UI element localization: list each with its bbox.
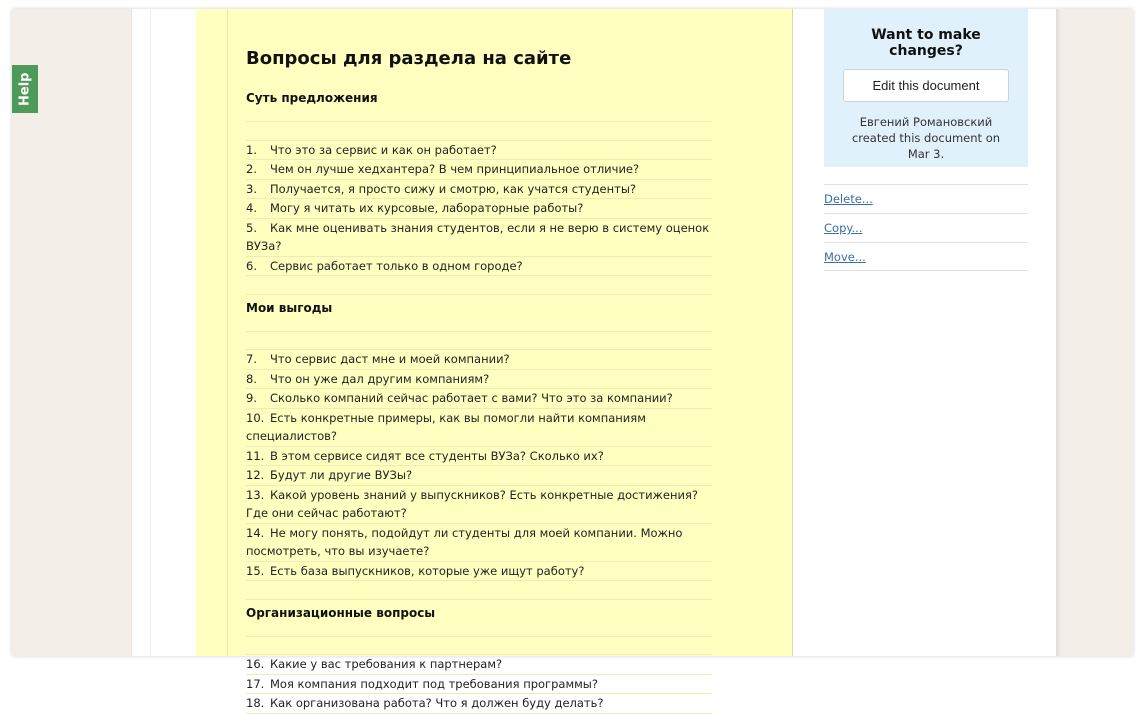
left-gutter xyxy=(131,9,168,656)
app-frame xyxy=(12,9,1133,710)
delete-link[interactable]: Delete... xyxy=(824,192,873,206)
question-item xyxy=(246,219,712,257)
question-text: Моя компания подходит под требования программы? xyxy=(270,676,598,691)
question-item xyxy=(246,447,712,467)
document-title: Вопросы для раздела на сайте xyxy=(246,48,572,69)
question-item xyxy=(246,257,712,277)
action-row-copy xyxy=(824,213,1028,242)
question-item xyxy=(246,160,712,180)
question-number: 1. xyxy=(246,142,257,157)
question-number: 2. xyxy=(246,162,257,176)
document-page xyxy=(196,9,793,710)
question-list xyxy=(246,350,712,581)
question-item xyxy=(246,350,712,370)
question-number: 14. xyxy=(246,525,265,540)
question-number: 8. xyxy=(246,371,257,386)
edit-callout xyxy=(824,9,1028,167)
blank-line xyxy=(246,276,712,295)
question-number: 3. xyxy=(246,181,257,196)
document-actions xyxy=(824,184,1028,271)
question-text: В этом сервисе сидят все студенты ВУЗа? Сколько их? xyxy=(270,448,604,463)
question-item xyxy=(246,562,712,582)
blank-line xyxy=(246,122,712,141)
question-number: 18. xyxy=(246,696,265,710)
question-item xyxy=(246,199,712,219)
move-link[interactable]: Move... xyxy=(824,249,866,264)
question-item xyxy=(246,655,712,675)
sections-container xyxy=(246,85,712,714)
document-body xyxy=(246,45,712,714)
question-item xyxy=(246,180,712,200)
author-name: Евгений Романовский xyxy=(859,115,993,129)
question-item xyxy=(246,141,712,161)
question-list xyxy=(246,655,712,714)
created-text: created this document on xyxy=(851,131,1001,145)
question-text: Есть конкретные примеры, как вы помогли найти компаниям специалистов? xyxy=(246,410,646,443)
question-text: Что это за сервис и как он работает? xyxy=(270,142,497,157)
question-item xyxy=(246,389,712,409)
question-text: Не могу понять, подойдут ли студенты для моей компании. Можно посмотреть, что вы изучаете? xyxy=(246,525,683,558)
question-number: 4. xyxy=(246,201,257,215)
question-number: 12. xyxy=(246,468,265,482)
question-text: Получается, я просто сижу и смотрю, как учатся студенты? xyxy=(270,181,637,196)
question-item xyxy=(246,409,712,447)
callout-title: Want to make changes? xyxy=(871,27,981,59)
question-item xyxy=(246,486,712,524)
question-text: Чем он лучше хедхантера? В чем принципиальное отличие? xyxy=(270,162,640,176)
question-number: 6. xyxy=(246,258,257,273)
blank-line xyxy=(246,637,712,656)
copy-link[interactable]: Copy... xyxy=(824,221,863,235)
section-heading: Суть предложения xyxy=(246,85,712,122)
question-text: Какие у вас требования к партнерам? xyxy=(270,657,503,671)
question-text: Будут ли другие ВУЗы? xyxy=(270,468,413,482)
question-number: 11. xyxy=(246,448,265,463)
question-number: 7. xyxy=(246,352,257,366)
question-number: 5. xyxy=(246,220,257,235)
question-item xyxy=(246,524,712,562)
question-item xyxy=(246,370,712,390)
question-text: Могу я читать их курсовые, лабораторные работы? xyxy=(270,201,584,215)
help-tab[interactable]: Help xyxy=(12,65,38,113)
edit-document-button[interactable]: Edit this document xyxy=(843,69,1009,102)
question-text: Есть база выпускников, которые уже ищут работу? xyxy=(270,563,585,578)
question-text: Что он уже дал другим компаниям? xyxy=(270,371,490,386)
action-row-move xyxy=(824,242,1028,271)
question-item xyxy=(246,694,712,714)
question-number: 13. xyxy=(246,487,265,502)
page-margin-line xyxy=(227,9,228,656)
question-item xyxy=(246,675,712,695)
question-text: Какой уровень знаний у выпускников? Есть конкретные достижения? Где они сейчас работают? xyxy=(246,487,698,520)
created-date: Mar 3. xyxy=(907,147,945,161)
blank-line xyxy=(246,581,712,600)
section-heading: Мои выгоды xyxy=(246,295,712,332)
question-number: 9. xyxy=(246,391,257,405)
question-number: 15. xyxy=(246,563,265,578)
section-heading: Организационные вопросы xyxy=(246,600,712,637)
action-row-delete xyxy=(824,184,1028,213)
page-edge-shadow xyxy=(1056,9,1061,656)
question-text: Сколько компаний сейчас работает с вами? Что это за компании? xyxy=(270,391,673,405)
question-number: 10. xyxy=(246,410,265,425)
question-text: Как мне оценивать знания студентов, если я не верю в систему оценок ВУЗа? xyxy=(246,220,710,253)
question-list xyxy=(246,141,712,277)
sidebar xyxy=(824,9,1028,271)
question-number: 17. xyxy=(246,676,265,691)
question-item xyxy=(246,466,712,486)
question-text: Что сервис даст мне и моей компании? xyxy=(270,352,510,366)
question-text: Как организована работа? Что я должен буду делать? xyxy=(270,696,604,710)
question-text: Сервис работает только в одном городе? xyxy=(270,258,523,273)
content-area xyxy=(168,9,1056,710)
blank-line xyxy=(246,332,712,351)
question-number: 16. xyxy=(246,657,265,671)
